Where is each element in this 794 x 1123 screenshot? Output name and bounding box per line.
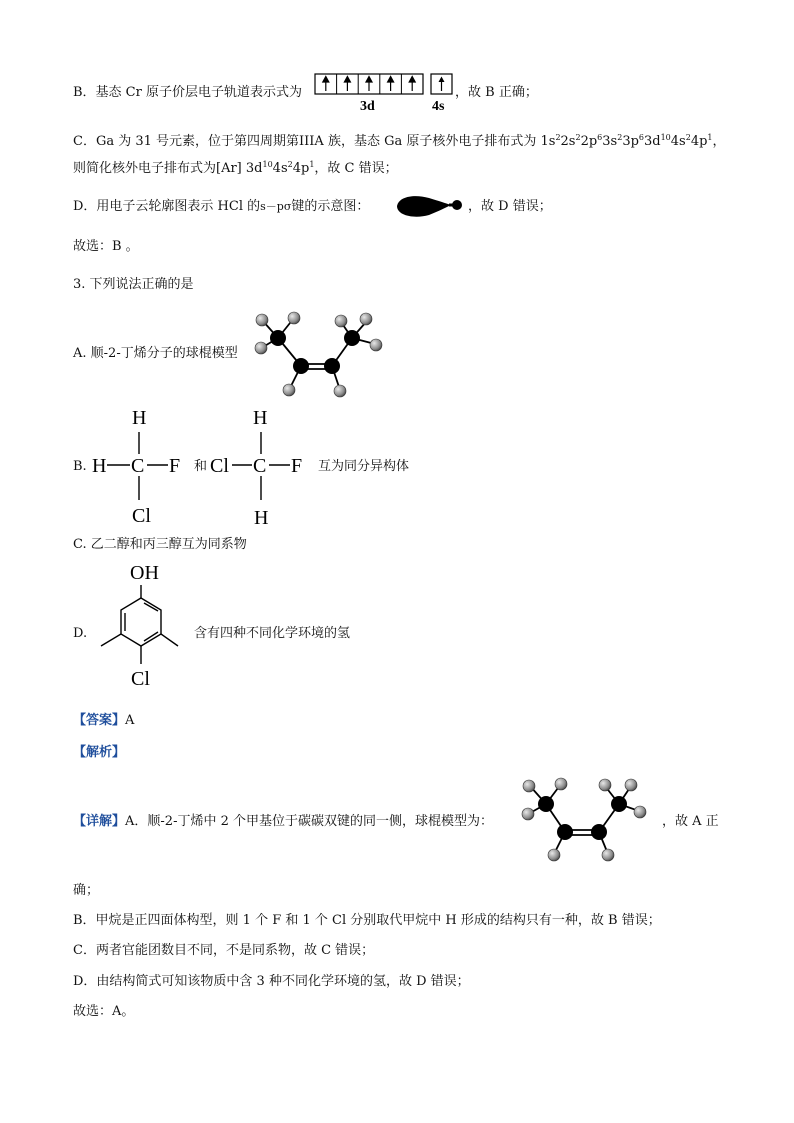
svg-text:H: H — [253, 407, 268, 429]
svg-text:Cl: Cl — [131, 668, 150, 690]
svg-text:Cl: Cl — [210, 455, 229, 477]
answer-tag: 【答案】 — [73, 713, 126, 728]
cis-2-butene-ball-stick-model-answer — [517, 774, 652, 864]
answer-line — [73, 712, 134, 730]
svg-text:C: C — [131, 455, 145, 477]
bond-type: s－pσ — [260, 200, 292, 213]
q3-option-c: C. 乙二醇和丙三醇互为同系物 — [73, 537, 247, 552]
structure-chfcl-2 — [210, 402, 315, 527]
svg-text:F: F — [291, 455, 303, 477]
prev-choose: 故选：B 。 — [73, 239, 139, 254]
prev-option-d-tail: ，故 D 错误； — [468, 199, 552, 214]
cis-2-butene-ball-stick-model — [250, 308, 385, 398]
carbon-atoms-answer — [538, 796, 627, 840]
prev-option-d: D．用电子云轮廓图表示 HCl 的s－pσ键的示意图： — [73, 199, 370, 214]
q3-option-b-and: 和 — [194, 459, 208, 474]
analysis-tag: 【解析】 — [73, 745, 126, 760]
detail-choose: 故选：A。 — [73, 1004, 135, 1019]
orbital-label-4s: 4s — [432, 99, 445, 113]
detail-d: D．由结构简式可知该物质中含 3 种不同化学环境的氢，故 D 错误； — [73, 974, 470, 989]
orbital-3d-boxes — [315, 74, 423, 94]
question-3-stem: 3. 下列说法正确的是 — [73, 277, 194, 292]
dimethyl-chlorophenol-structure — [90, 560, 185, 705]
q3-option-b-label: B. — [73, 459, 87, 474]
prev-option-c-line1: C．Ga 为 31 号元素，位于第四周期第IIIA 族，基态 Ga 原子核外电子排布式为 $1s^22s^22p^63s^23p^63d^{10}4s^24p^1$， — [73, 133, 726, 149]
detail-b: B．甲烷是正四面体构型，则 1 个 F 和 1 个 Cl 分别取代甲烷中 H 形成的结构只有一种，故 B 错误； — [73, 913, 661, 928]
svg-text:F: F — [169, 455, 181, 477]
structure-chfcl-1 — [90, 402, 190, 527]
detail-tag: 【详解】 — [73, 814, 126, 829]
svg-text:Cl: Cl — [132, 505, 151, 527]
q3-option-a: A. 顺-2-丁烯分子的球棍模型 — [73, 346, 238, 361]
orbital-diagram — [314, 73, 454, 113]
detail-a-tail: ，故 A 正 — [662, 814, 719, 829]
analysis-line — [73, 744, 125, 762]
q3-option-d-tail: 含有四种不同化学环境的氢 — [194, 626, 351, 641]
svg-text:OH: OH — [130, 562, 159, 584]
detail-a-line2: 确； — [73, 883, 100, 898]
svg-text:C: C — [253, 455, 267, 477]
detail-a-line1: 【详解】A．顺-2-丁烯中 2 个甲基位于碳碳双键的同一侧，球棍模型为： — [73, 814, 493, 829]
orbital-4s-box — [431, 74, 452, 94]
svg-text:H: H — [254, 507, 269, 527]
q3-option-d-label: D. — [73, 626, 88, 641]
electron-cloud-diagram — [393, 192, 465, 222]
prev-option-b-text: B．基态 Cr 原子价层电子轨道表示式为 — [73, 85, 302, 100]
prev-option-c-line2: 则简化核外电子排布式为[Ar] $3d^{10}4s^24p^1$，故 C 错误； — [73, 160, 398, 176]
carbon-atoms — [270, 330, 360, 374]
q3-option-b-tail: 互为同分异构体 — [318, 459, 410, 474]
prev-option-b-tail: ，故 B 正确； — [455, 85, 538, 100]
svg-text:H: H — [92, 455, 107, 477]
prev-option-b — [73, 84, 302, 102]
detail-c: C．两者官能团数目不同，不是同系物，故 C 错误； — [73, 943, 375, 958]
orbital-label-3d: 3d — [360, 99, 375, 113]
answer-value: A — [125, 713, 135, 728]
svg-text:H: H — [132, 407, 147, 429]
